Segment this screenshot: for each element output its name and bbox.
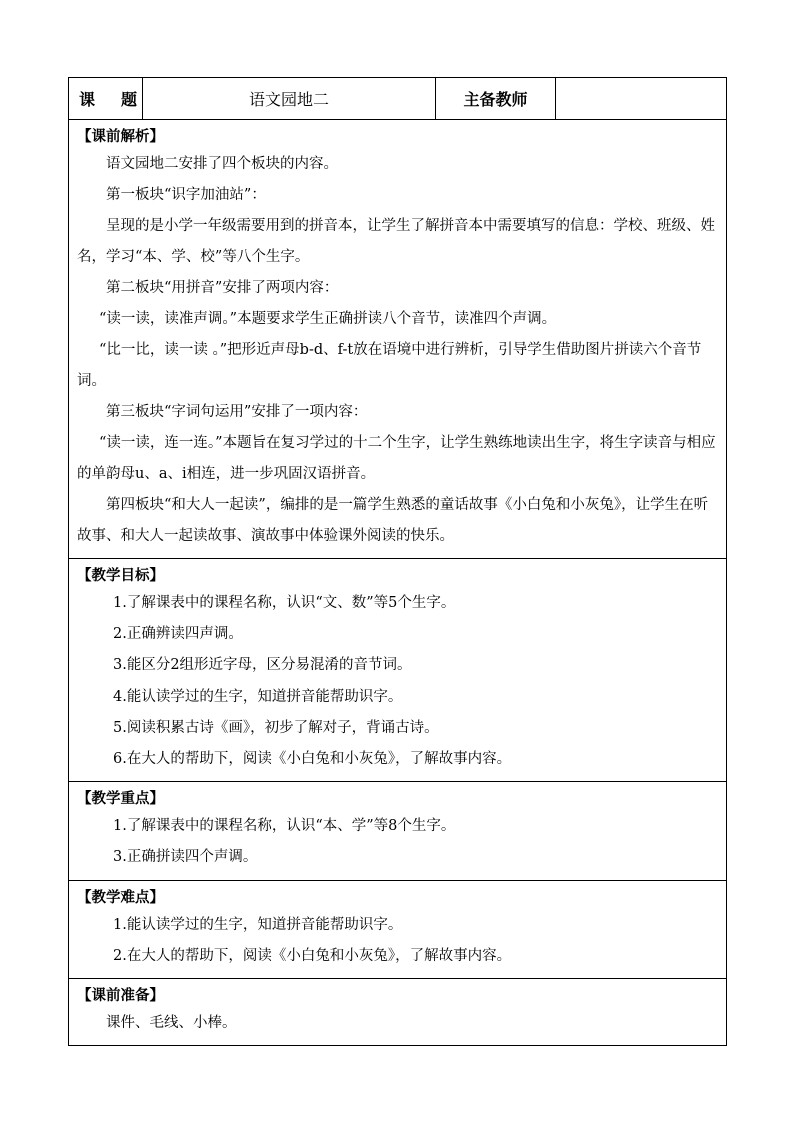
pre-analysis-title: 【课前解析】 (77, 128, 164, 145)
key-points-row (69, 782, 727, 880)
teacher-label-cell: 主备教师 (436, 78, 556, 120)
objective-item: 2.正确辨读四声调。 (113, 626, 243, 643)
objective-item: 6.在大人的帮助下，阅读《小白兔和小灰兔》，了解故事内容。 (113, 751, 512, 768)
objective-item: 1.了解课表中的课程名称，认识“文、数”等5个生字。 (113, 595, 456, 611)
topic-label-cell (69, 78, 143, 120)
difficulty-item: 1.能认读学过的生字，知道拼音能帮助识字。 (113, 916, 403, 933)
pre-analysis-row (69, 120, 727, 559)
objective-item: 5.阅读积累古诗《画》，初步了解对子，背诵古诗。 (113, 719, 439, 736)
header-row (69, 78, 727, 120)
objectives-row (69, 559, 727, 782)
teacher-value-cell (556, 78, 727, 120)
difficulties-section (69, 880, 727, 978)
difficulties-row (69, 880, 727, 978)
objective-item: 3.能区分2组形近字母，区分易混淆的音节词。 (113, 657, 412, 674)
pre-analysis-paragraph: 第一板块“识字加油站”： (106, 187, 266, 203)
pre-analysis-paragraph: “读一读，连一连。”本题旨在复习学过的十二个生字，让学生熟练地读出生字，将生字读音与相应的单韵母u、a、i相连，进一步巩固汉语拼音。 (77, 435, 716, 482)
preparation-section (69, 979, 727, 1046)
pre-analysis-section (69, 120, 727, 559)
key-point-item: 3.正确拼读四个声调。 (113, 849, 258, 866)
key-points-section (69, 782, 727, 880)
preparation-title: 【课前准备】 (77, 987, 164, 1005)
pre-analysis-paragraph: 呈现的是小学一年级需要用到的拼音本，让学生了解拼音本中需要填写的信息：学校、班级、姓名，学习“本、学、校”等八个生字。 (77, 218, 715, 265)
objectives-section (69, 559, 727, 782)
topic-label-char-1: 课 (79, 90, 96, 109)
pre-analysis-paragraph: 第三板块“字词句运用”安排了一项内容： (106, 404, 368, 420)
topic-label-char-2: 题 (121, 90, 138, 109)
preparation-paragraph: 课件、毛线、小棒。 (106, 1015, 237, 1032)
difficulties-title: 【教学难点】 (77, 888, 164, 906)
pre-analysis-paragraph: 第二板块“用拼音”安排了两项内容： (106, 280, 339, 296)
pre-analysis-paragraph: “读一读，读准声调。”本题要求学生正确拼读八个音节，读准四个声调。 (99, 311, 557, 327)
pre-analysis-paragraph: 语文园地二安排了四个板块的内容。 (106, 156, 338, 172)
pre-analysis-paragraph: 第四板块“和大人一起读”，编排的是一篇学生熟悉的童话故事《小白兔和小灰兔》，让学生在听故事、和大人一起读故事、演故事中体验课外阅读的快乐。 (77, 497, 709, 544)
difficulty-item: 2.在大人的帮助下，阅读《小白兔和小灰兔》，了解故事内容。 (113, 947, 512, 964)
objectives-title: 【教学目标】 (77, 567, 164, 584)
lesson-plan-table (68, 77, 727, 1046)
topic-value-cell: 语文园地二 (143, 78, 436, 120)
key-point-item: 1.了解课表中的课程名称，认识“本、学”等8个生字。 (113, 818, 456, 835)
objective-item: 4.能认读学过的生字，知道拼音能帮助识字。 (113, 688, 403, 705)
preparation-row (69, 979, 727, 1046)
key-points-title: 【教学重点】 (77, 790, 164, 808)
pre-analysis-paragraph: “比一比，读一读 。”把形近声母b-d、f-t放在语境中进行辨析，引导学生借助图片拼读六个音节词。 (77, 342, 702, 389)
